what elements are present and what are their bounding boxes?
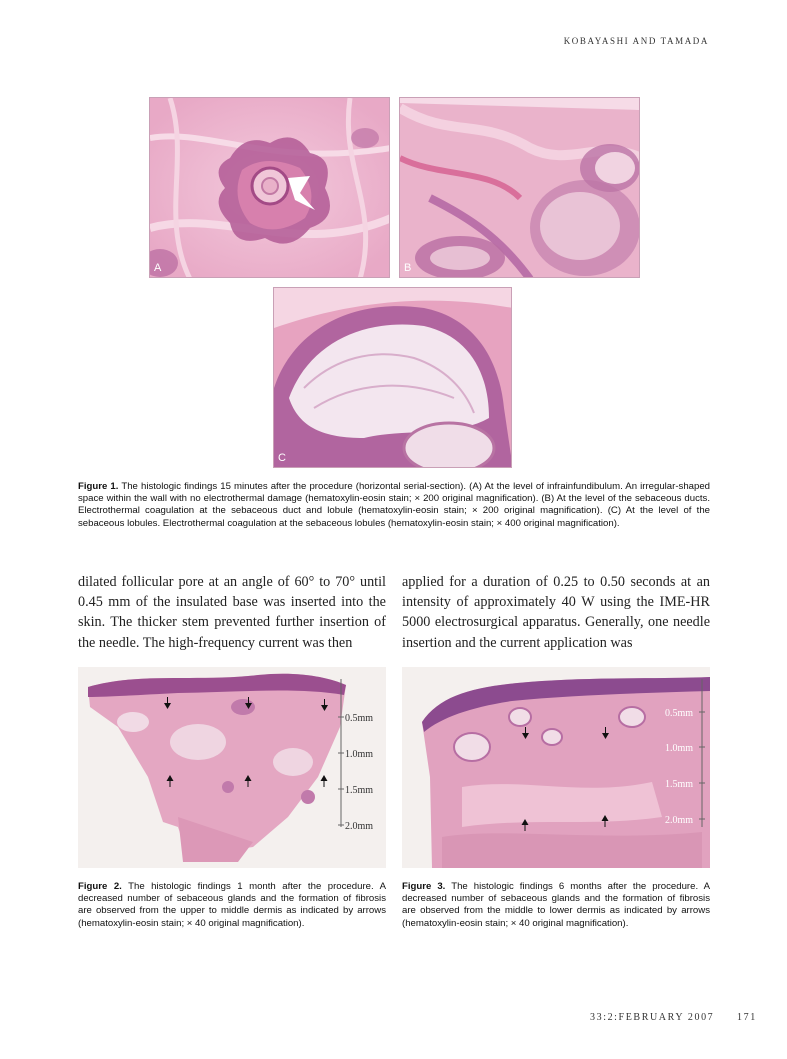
figure3-image xyxy=(402,667,710,868)
running-head: KOBAYASHI AND TAMADA xyxy=(563,36,709,46)
figure2-image xyxy=(78,667,386,868)
figure2-caption xyxy=(78,881,386,930)
figure1-caption-label: Figure 1. xyxy=(78,481,119,492)
figure3-caption-label: Figure 3. xyxy=(402,881,446,892)
figure1-panel-a-image xyxy=(149,97,390,278)
figure2-caption-text: The histologic findings 1 month after the procedure. A decreased number of sebaceous glands and the formation of fibrosis are observed from the upper to middle dermis as indicated by arrows (hematoxylin-eosin stain; × 40 original magnification). xyxy=(78,881,387,929)
figure2-caption-label: Figure 2. xyxy=(78,881,122,892)
histology-micrograph-figure3 xyxy=(402,667,710,868)
scale-label-1-0mm: 1.0mm xyxy=(345,749,374,760)
scale-label-1-5mm: 1.5mm xyxy=(345,785,374,796)
figure3-caption-text: The histologic findings 6 months after the procedure. A decreased number of sebaceous glands and the formation of fibrosis are observed from the middle to lower dermis as indicated by arrows (hematoxylin-eosin stain; × 40 original magnification). xyxy=(402,881,711,929)
scale-label-2-0mm: 2.0mm xyxy=(345,821,374,832)
scale-label-0-5mm: 0.5mm xyxy=(665,708,694,719)
footer-page-number: 171 xyxy=(737,1012,757,1023)
footer-issue: 33:2:FEBRUARY 2007 xyxy=(590,1012,715,1023)
figure1-panel-c-image xyxy=(273,287,512,468)
scale-label-1-5mm: 1.5mm xyxy=(665,779,694,790)
figure3-caption xyxy=(402,881,710,930)
figure1-caption-text: The histologic findings 15 minutes after the procedure (horizontal serial-section). (A) At the level of infrainfundibulum. An irregular-shaped space within the wall with no electrothermal damage (hematoxylin-eosin stain; × 200 original magnification). (B) At the level of the sebaceous ducts. Electrothermal coagulation at the sebaceous duct and lobule (hematoxylin-eosin stain; × 200 original magnification). (C) At the level of the sebaceous lobules. Electrothermal coagulation at the sebaceous lobules (hematoxylin-eosin stain; × 400 original magnification). xyxy=(78,481,711,529)
scale-label-0-5mm: 0.5mm xyxy=(345,713,374,724)
body-text-left-column: dilated follicular pore at an angle of 60° to 70° until 0.45 mm of the insulated base was inserted into the skin. The thicker stem prevented further insertion of the needle. The high-frequency current was then xyxy=(78,574,386,651)
figure1-caption xyxy=(78,481,710,530)
figure1-panel-b-image xyxy=(399,97,640,278)
histology-micrograph-b xyxy=(400,98,640,278)
panel-label-c: C xyxy=(278,452,286,464)
histology-micrograph-c xyxy=(274,288,512,468)
histology-micrograph-a xyxy=(150,98,390,278)
body-text-right-column: applied for a duration of 0.25 to 0.50 seconds at an intensity of approximately 40 W using the IME-HR 5000 electrosurgical apparatus. Generally, one needle insertion and the current application was xyxy=(402,574,710,651)
panel-label-b: B xyxy=(404,262,412,274)
panel-label-a: A xyxy=(154,262,162,274)
scale-label-2-0mm: 2.0mm xyxy=(665,815,694,826)
histology-micrograph-figure2 xyxy=(78,667,386,868)
scale-label-1-0mm: 1.0mm xyxy=(665,743,694,754)
